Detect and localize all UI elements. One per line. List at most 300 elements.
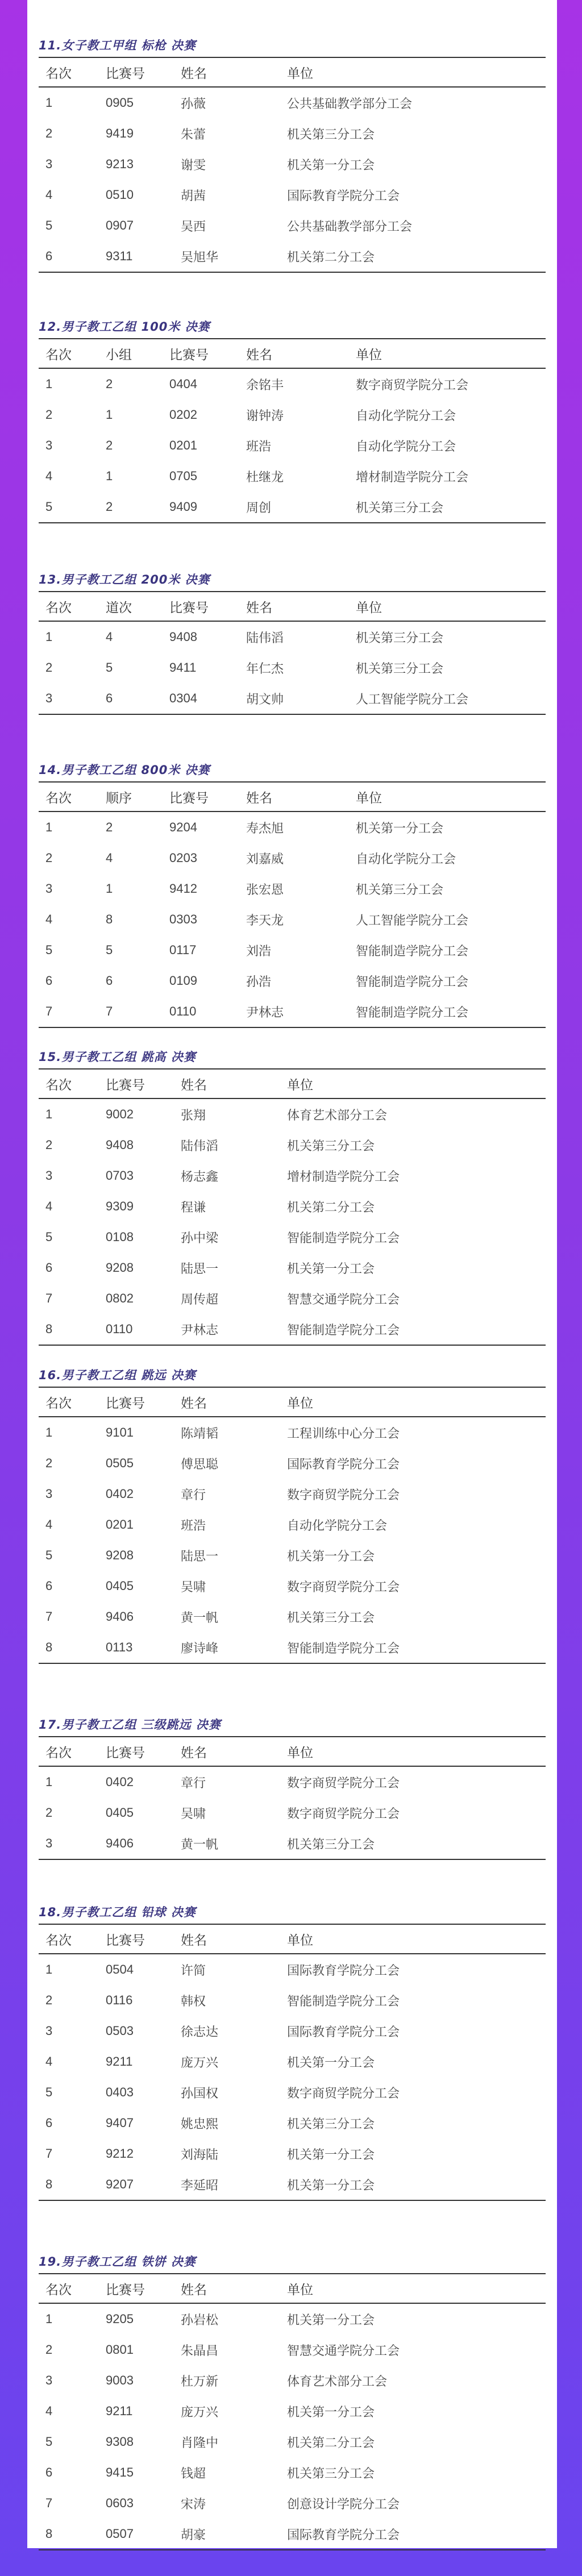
column-header: 单位 <box>356 600 382 615</box>
cell-value: 4 <box>45 188 53 202</box>
table-row <box>39 2365 546 2396</box>
cell-name: 章行 <box>181 1776 206 1791</box>
column-header: 比赛号 <box>106 1396 145 1411</box>
section-title: 15.男子教工乙组 跳高 决赛 <box>39 1050 196 1064</box>
cell-value: 6 <box>45 2465 53 2479</box>
cell-name: 谢雯 <box>181 158 206 173</box>
cell-value: 7 <box>45 1609 53 1624</box>
cell-value: 9207 <box>106 2177 134 2191</box>
cell-value: 4 <box>45 469 53 483</box>
table-row <box>39 430 546 461</box>
cell-value: 6 <box>106 973 113 988</box>
cell-value: 0116 <box>106 1993 133 2007</box>
cell-value: 0110 <box>106 1322 133 1336</box>
cell-value: 0503 <box>106 2024 134 2038</box>
cell-name: 寿杰旭 <box>246 821 284 836</box>
cell-unit: 智能制造学院分工会 <box>356 944 469 959</box>
cell-unit: 机关第一分工会 <box>287 2148 375 2162</box>
table-row <box>39 399 546 430</box>
cell-value: 1 <box>45 1107 53 1121</box>
table-row <box>39 2108 546 2138</box>
cell-unit: 机关第一分工会 <box>287 2405 375 2420</box>
table-row <box>39 492 546 523</box>
cell-value: 2 <box>106 438 113 452</box>
cell-value: 4 <box>45 2054 53 2069</box>
column-header: 名次 <box>45 1077 72 1093</box>
cell-value: 7 <box>106 1004 113 1018</box>
table-row <box>39 461 546 492</box>
cell-value: 0405 <box>106 1805 134 1820</box>
cell-value: 9406 <box>106 1609 134 1624</box>
column-header: 姓名 <box>181 2282 207 2298</box>
results-section <box>39 2250 546 2550</box>
cell-value: 9412 <box>169 881 197 896</box>
section-title: 11.女子教工甲组 标枪 决赛 <box>39 39 196 52</box>
table-row <box>39 1479 546 1509</box>
cell-name: 孙浩 <box>246 975 272 989</box>
cell-value: 9411 <box>169 660 197 675</box>
table-row <box>39 1601 546 1632</box>
table-row <box>39 812 546 843</box>
cell-unit: 国际教育学院分工会 <box>287 189 400 203</box>
results-section <box>39 568 546 715</box>
cell-unit: 机关第一分工会 <box>287 2178 375 2193</box>
cell-value: 4 <box>106 630 113 644</box>
cell-name: 胡茜 <box>181 189 206 203</box>
cell-value: 9408 <box>106 1138 134 1152</box>
cell-value: 0110 <box>169 1004 197 1018</box>
table-row <box>39 1448 546 1479</box>
results-section <box>39 1713 546 1860</box>
cell-value: 4 <box>106 851 113 865</box>
table-header <box>39 591 546 622</box>
cell-value: 5 <box>45 2085 53 2099</box>
cell-name: 李天龙 <box>246 913 284 928</box>
cell-value: 9408 <box>169 630 197 644</box>
column-header: 名次 <box>45 2282 72 2298</box>
column-header: 单位 <box>287 1396 313 1411</box>
cell-value: 0304 <box>169 691 197 705</box>
cell-value: 3 <box>45 438 53 452</box>
column-header: 顺序 <box>106 790 132 806</box>
table-row <box>39 1130 546 1160</box>
column-header: 姓名 <box>181 1933 207 1948</box>
column-header: 单位 <box>356 790 382 806</box>
cell-value: 3 <box>45 881 53 896</box>
cell-unit: 增材制造学院分工会 <box>287 1170 400 1184</box>
cell-unit: 机关第一分工会 <box>287 1262 375 1276</box>
cell-name: 钱超 <box>181 2466 206 2481</box>
results-card <box>27 0 557 2548</box>
cell-name: 黄一帆 <box>181 1610 219 1625</box>
column-header: 道次 <box>106 600 132 615</box>
cell-value: 9409 <box>169 500 197 514</box>
cell-unit: 机关第三分工会 <box>356 631 444 646</box>
cell-value: 8 <box>45 2527 53 2541</box>
column-header: 名次 <box>45 347 72 363</box>
cell-value: 1 <box>45 377 53 391</box>
column-header: 姓名 <box>181 1396 207 1411</box>
table-header <box>39 57 546 88</box>
cell-value: 8 <box>45 2177 53 2191</box>
cell-unit: 人工智能学院分工会 <box>356 913 469 928</box>
column-header: 比赛号 <box>106 2282 145 2298</box>
cell-unit: 机关第二分工会 <box>287 2436 375 2450</box>
cell-value: 4 <box>45 912 53 926</box>
cell-unit: 创意设计学院分工会 <box>287 2497 400 2512</box>
table-row <box>39 1417 546 1448</box>
table-row <box>39 1828 546 1860</box>
column-header: 比赛号 <box>106 1745 145 1761</box>
cell-name: 庞万兴 <box>181 2405 219 2420</box>
cell-unit: 人工智能学院分工会 <box>356 692 469 707</box>
table-row <box>39 2077 546 2108</box>
cell-unit: 智能制造学院分工会 <box>356 975 469 989</box>
column-header: 名次 <box>45 1396 72 1411</box>
cell-unit: 机关第三分工会 <box>287 127 375 142</box>
cell-value: 0117 <box>169 943 197 957</box>
cell-name: 谢钟涛 <box>246 409 284 423</box>
cell-unit: 智能制造学院分工会 <box>287 1994 400 2009</box>
cell-value: 9212 <box>106 2146 134 2161</box>
cell-name: 吴西 <box>181 219 206 234</box>
table-row <box>39 2304 546 2334</box>
cell-unit: 数字商贸学院分工会 <box>287 1807 400 1821</box>
cell-unit: 机关第三分工会 <box>287 2466 375 2481</box>
cell-name: 张宏恩 <box>246 883 284 897</box>
table-row <box>39 1540 546 1571</box>
cell-name: 刘海陆 <box>181 2148 219 2162</box>
cell-unit: 机关第一分工会 <box>287 158 375 173</box>
table-header <box>39 781 546 812</box>
cell-value: 0801 <box>106 2342 134 2357</box>
cell-unit: 国际教育学院分工会 <box>287 2528 400 2542</box>
table-row <box>39 1160 546 1191</box>
results-section <box>39 1046 546 1346</box>
cell-value: 9419 <box>106 126 134 140</box>
column-header: 姓名 <box>246 790 272 806</box>
cell-value: 2 <box>45 407 53 422</box>
cell-value: 3 <box>45 1487 53 1501</box>
cell-value: 2 <box>45 1993 53 2007</box>
cell-value: 3 <box>45 157 53 171</box>
table-row <box>39 241 546 273</box>
cell-name: 张翔 <box>181 1108 206 1123</box>
cell-value: 8 <box>45 1640 53 1654</box>
table-row <box>39 2488 546 2519</box>
cell-value: 0907 <box>106 218 134 232</box>
column-header: 名次 <box>45 1745 72 1761</box>
column-header: 单位 <box>287 66 313 81</box>
cell-name: 吴啸 <box>181 1580 206 1595</box>
cell-value: 4 <box>45 1199 53 1213</box>
cell-name: 陆思一 <box>181 1549 219 1564</box>
cell-name: 刘嘉威 <box>246 852 284 867</box>
cell-value: 9415 <box>106 2465 134 2479</box>
cell-value: 8 <box>45 1322 53 1336</box>
cell-name: 杜万新 <box>181 2374 219 2389</box>
column-header: 比赛号 <box>169 347 209 363</box>
cell-value: 7 <box>45 2496 53 2510</box>
section-title: 12.男子教工乙组 100米 决赛 <box>39 320 210 334</box>
cell-name: 胡文帅 <box>246 692 284 707</box>
column-header: 单位 <box>356 347 382 363</box>
column-header: 名次 <box>45 790 72 806</box>
table-row <box>39 1767 546 1797</box>
cell-value: 5 <box>45 218 53 232</box>
section-title: 14.男子教工乙组 800米 决赛 <box>39 763 210 777</box>
column-header: 比赛号 <box>169 790 209 806</box>
cell-name: 胡豪 <box>181 2528 206 2542</box>
cell-value: 5 <box>106 660 113 675</box>
cell-value: 7 <box>45 2146 53 2161</box>
table-row <box>39 2519 546 2550</box>
column-header: 单位 <box>287 1745 313 1761</box>
results-section <box>39 1901 546 2201</box>
cell-unit: 智能制造学院分工会 <box>287 1641 400 1656</box>
cell-value: 9003 <box>106 2373 134 2387</box>
cell-value: 9309 <box>106 1199 134 1213</box>
table-header <box>39 1068 546 1099</box>
table-row <box>39 1099 546 1130</box>
cell-value: 9407 <box>106 2116 134 2130</box>
results-section <box>39 1364 546 1664</box>
table-header <box>39 1736 546 1767</box>
cell-value: 5 <box>45 1548 53 1562</box>
cell-name: 班浩 <box>246 439 272 454</box>
cell-name: 周传超 <box>181 1292 219 1307</box>
cell-unit: 机关第三分工会 <box>356 501 444 515</box>
cell-name: 刘浩 <box>246 944 272 959</box>
cell-value: 5 <box>106 943 113 957</box>
cell-unit: 机关第三分工会 <box>287 1837 375 1852</box>
cell-name: 朱晶昌 <box>181 2344 219 2358</box>
cell-name: 杨志鑫 <box>181 1170 219 1184</box>
cell-value: 0108 <box>106 1230 134 1244</box>
cell-name: 黄一帆 <box>181 1837 219 1852</box>
table-row <box>39 1797 546 1828</box>
cell-name: 尹林志 <box>246 1005 284 1020</box>
cell-name: 陆伟滔 <box>181 1139 219 1154</box>
cell-value: 0303 <box>169 912 197 926</box>
table-header <box>39 2273 546 2304</box>
table-row <box>39 2138 546 2169</box>
cell-value: 9208 <box>106 1548 134 1562</box>
cell-value: 4 <box>45 1517 53 1532</box>
cell-value: 1 <box>106 881 113 896</box>
column-header: 比赛号 <box>106 66 145 81</box>
cell-unit: 增材制造学院分工会 <box>356 470 469 485</box>
results-section <box>39 315 546 523</box>
cell-value: 6 <box>45 249 53 263</box>
column-header: 姓名 <box>246 600 272 615</box>
table-row <box>39 1252 546 1283</box>
cell-value: 1 <box>45 820 53 834</box>
cell-name: 许简 <box>181 1963 206 1978</box>
cell-value: 0705 <box>169 469 197 483</box>
cell-value: 3 <box>45 1836 53 1850</box>
table-row <box>39 873 546 904</box>
cell-name: 姚忠熙 <box>181 2117 219 2132</box>
cell-value: 9002 <box>106 1107 134 1121</box>
cell-unit: 机关第三分工会 <box>356 883 444 897</box>
table-row <box>39 369 546 399</box>
cell-value: 1 <box>45 1962 53 1976</box>
cell-unit: 自动化学院分工会 <box>356 409 456 423</box>
table-row <box>39 180 546 210</box>
cell-name: 庞万兴 <box>181 2055 219 2070</box>
cell-unit: 体育艺术部分工会 <box>287 1108 388 1123</box>
cell-unit: 公共基础教学部分工会 <box>287 97 413 111</box>
column-header: 姓名 <box>181 66 207 81</box>
cell-value: 2 <box>106 500 113 514</box>
column-header: 单位 <box>287 1077 313 1093</box>
cell-unit: 国际教育学院分工会 <box>287 1457 400 1472</box>
cell-value: 9101 <box>106 1425 134 1439</box>
cell-name: 杜继龙 <box>246 470 284 485</box>
cell-value: 9406 <box>106 1836 134 1850</box>
cell-unit: 公共基础教学部分工会 <box>287 219 413 234</box>
cell-unit: 国际教育学院分工会 <box>287 1963 400 1978</box>
cell-value: 0510 <box>106 188 134 202</box>
cell-unit: 自动化学院分工会 <box>287 1518 388 1533</box>
section-title: 19.男子教工乙组 铁饼 决赛 <box>39 2255 196 2269</box>
table-row <box>39 210 546 241</box>
cell-value: 6 <box>45 1260 53 1275</box>
cell-unit: 机关第一分工会 <box>287 2313 375 2328</box>
cell-unit: 智能制造学院分工会 <box>287 1323 400 1338</box>
table-header <box>39 338 546 369</box>
cell-unit: 智能制造学院分工会 <box>287 1231 400 1246</box>
cell-value: 1 <box>45 630 53 644</box>
cell-value: 0402 <box>106 1487 134 1501</box>
cell-value: 8 <box>106 912 113 926</box>
table-row <box>39 843 546 873</box>
cell-name: 韩权 <box>181 1994 206 2009</box>
table-row <box>39 2046 546 2077</box>
column-header: 姓名 <box>181 1077 207 1093</box>
table-row <box>39 996 546 1028</box>
section-title: 18.男子教工乙组 铅球 决赛 <box>39 1905 196 1919</box>
cell-value: 6 <box>45 1579 53 1593</box>
cell-value: 6 <box>45 2116 53 2130</box>
cell-unit: 自动化学院分工会 <box>356 439 456 454</box>
cell-unit: 工程训练中心分工会 <box>287 1426 400 1441</box>
cell-name: 朱蕾 <box>181 127 206 142</box>
cell-value: 1 <box>45 1425 53 1439</box>
cell-name: 尹林志 <box>181 1323 219 1338</box>
column-header: 名次 <box>45 1933 72 1948</box>
cell-name: 孙薇 <box>181 97 206 111</box>
cell-value: 9211 <box>106 2054 133 2069</box>
table-header <box>39 1924 546 1954</box>
cell-name: 吴旭华 <box>181 250 219 265</box>
cell-value: 9308 <box>106 2434 134 2449</box>
table-row <box>39 1283 546 1314</box>
cell-value: 9205 <box>106 2312 134 2326</box>
cell-value: 2 <box>45 851 53 865</box>
cell-value: 0109 <box>169 973 197 988</box>
table-row <box>39 1571 546 1601</box>
cell-unit: 数字商贸学院分工会 <box>287 1580 400 1595</box>
column-header: 单位 <box>287 1933 313 1948</box>
table-row <box>39 622 546 652</box>
cell-name: 陆思一 <box>181 1262 219 1276</box>
cell-unit: 体育艺术部分工会 <box>287 2374 388 2389</box>
cell-unit: 机关第三分工会 <box>287 1610 375 1625</box>
table-row <box>39 1954 546 1985</box>
cell-value: 0505 <box>106 1456 134 1470</box>
cell-unit: 智能制造学院分工会 <box>356 1005 469 1020</box>
table-row <box>39 2334 546 2365</box>
column-header: 姓名 <box>181 1745 207 1761</box>
cell-unit: 机关第三分工会 <box>287 2117 375 2132</box>
cell-value: 6 <box>45 973 53 988</box>
cell-value: 6 <box>106 691 113 705</box>
cell-unit: 机关第一分工会 <box>287 2055 375 2070</box>
results-section <box>39 34 546 273</box>
section-title: 13.男子教工乙组 200米 决赛 <box>39 573 210 586</box>
table-row <box>39 652 546 683</box>
cell-unit: 数字商贸学院分工会 <box>287 2086 400 2101</box>
cell-value: 0403 <box>106 2085 134 2099</box>
cell-name: 宋涛 <box>181 2497 206 2512</box>
column-header: 单位 <box>287 2282 313 2298</box>
cell-name: 廖诗峰 <box>181 1641 219 1656</box>
column-header: 名次 <box>45 66 72 81</box>
cell-name: 傅思聪 <box>181 1457 219 1472</box>
cell-name: 周创 <box>246 501 272 515</box>
cell-value: 9208 <box>106 1260 134 1275</box>
cell-value: 0507 <box>106 2527 134 2541</box>
cell-value: 3 <box>45 1168 53 1183</box>
column-header: 小组 <box>106 347 132 363</box>
cell-value: 0603 <box>106 2496 134 2510</box>
cell-value: 2 <box>45 1456 53 1470</box>
table-row <box>39 1632 546 1664</box>
cell-value: 0405 <box>106 1579 134 1593</box>
cell-name: 吴啸 <box>181 1807 206 1821</box>
cell-value: 2 <box>45 1138 53 1152</box>
cell-value: 2 <box>45 1805 53 1820</box>
cell-value: 1 <box>45 95 53 110</box>
cell-value: 0113 <box>106 1640 133 1654</box>
cell-value: 2 <box>45 126 53 140</box>
cell-name: 余铭丰 <box>246 378 284 393</box>
cell-unit: 机关第三分工会 <box>287 1139 375 1154</box>
cell-name: 班浩 <box>181 1518 206 1533</box>
cell-value: 3 <box>45 2373 53 2387</box>
cell-value: 1 <box>106 407 113 422</box>
cell-value: 0504 <box>106 1962 134 1976</box>
cell-value: 0203 <box>169 851 197 865</box>
cell-value: 2 <box>45 2342 53 2357</box>
cell-value: 2 <box>106 377 113 391</box>
cell-unit: 国际教育学院分工会 <box>287 2025 400 2040</box>
cell-unit: 机关第一分工会 <box>356 821 444 836</box>
cell-name: 陆伟滔 <box>246 631 284 646</box>
cell-name: 章行 <box>181 1488 206 1503</box>
table-row <box>39 2169 546 2201</box>
table-row <box>39 1985 546 2016</box>
cell-unit: 机关第一分工会 <box>287 1549 375 1564</box>
cell-value: 7 <box>45 1291 53 1305</box>
cell-value: 9204 <box>169 820 197 834</box>
table-row <box>39 118 546 149</box>
cell-value: 2 <box>106 820 113 834</box>
cell-unit: 机关第三分工会 <box>356 661 444 676</box>
cell-name: 徐志达 <box>181 2025 219 2040</box>
